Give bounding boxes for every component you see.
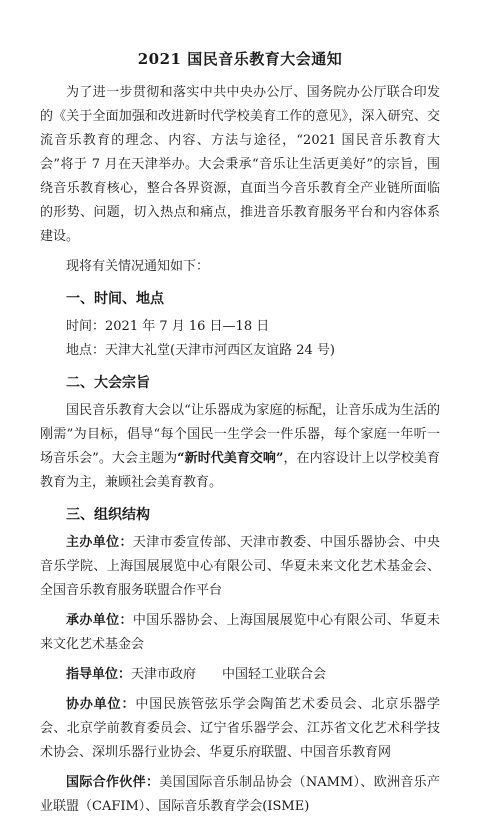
purpose-text-b: ，在内容设计上以学校美育教育为主，兼顾社会美育教育。 bbox=[40, 451, 440, 490]
intl-partner-paragraph bbox=[40, 771, 440, 819]
time-line: 时间：2021 年 7 月 16 日—18 日 bbox=[66, 319, 270, 334]
co-organizer-text: 中国民族管弦乐学会陶笛艺术委员会、北京乐器学会、北京学前教育委员会、辽宁省乐器学会、江苏省文化艺术科学技术协会、深圳乐器行业协会、华夏乐府联盟、中国音乐教育网 bbox=[40, 697, 440, 760]
organizer-text: 中国乐器协会、上海国展展览中心有限公司、华夏未来文化艺术基金会 bbox=[40, 613, 440, 652]
purpose-text-a: 国民音乐教育大会以“让乐器成为家庭的标配，让音乐成为生活的刚需”为目标，倡导“每个国民一生学会一件乐器，每个家庭一年听一场音乐会”。大会主题为 bbox=[40, 403, 440, 466]
organizer-label: 承办单位： bbox=[66, 613, 133, 628]
host-paragraph bbox=[40, 531, 440, 603]
intl-partner-text: 美国国际音乐制品协会（NAMM）、欧洲音乐产业联盟（CAFIM）、国际音乐教育学会(ISME) bbox=[40, 775, 440, 814]
place-line: 地点：天津大礼堂(天津市河西区友谊路 24 号) bbox=[66, 343, 335, 358]
section-heading-time-place: 一、时间、地点 bbox=[66, 291, 164, 307]
co-organizer-paragraph bbox=[40, 693, 440, 765]
guide-text: 天津市政府 中国轻工业联合会 bbox=[131, 667, 327, 682]
intl-partner-label: 国际合作伙伴： bbox=[66, 775, 160, 790]
intro-paragraph: 为了进一步贯彻和落实中共中央办公厅、国务院办公厅联合印发的《关于全面加强和改进新时代学校美育工作的意见》，深入研究、交流音乐教育的理念、内容、方法与途径，“2021 国民音乐教育大会”将于 7 月在天津举办。大会秉承“音乐让生活更美好”的宗旨，围绕音乐教育核心，整合各界资源，直面当今音乐教育全产业链所面临的形势、问题，切入热点和痛点，推进音乐教育服务平台和内容体系建设。 bbox=[40, 85, 440, 244]
host-label: 主办单位： bbox=[66, 535, 133, 550]
section-heading-purpose: 二、大会宗旨 bbox=[66, 375, 150, 391]
section-heading-organization: 三、组织结构 bbox=[66, 507, 150, 523]
document-title: 2021 国民音乐教育大会通知 bbox=[137, 50, 343, 68]
guide-label: 指导单位： bbox=[66, 667, 132, 682]
purpose-theme: “新时代美育交响” bbox=[177, 451, 284, 466]
guide-paragraph bbox=[40, 663, 440, 687]
host-text: 天津市委宣传部、天津市教委、中国乐器协会、中央音乐学院、上海国展展览中心有限公司、华夏未来文化艺术基金会、全国音乐教育服务联盟合作平台 bbox=[40, 535, 440, 598]
purpose-paragraph bbox=[40, 399, 440, 495]
organizer-paragraph bbox=[40, 609, 440, 657]
notice-line: 现将有关情况通知如下： bbox=[66, 259, 210, 274]
co-organizer-label: 协办单位： bbox=[66, 697, 136, 712]
